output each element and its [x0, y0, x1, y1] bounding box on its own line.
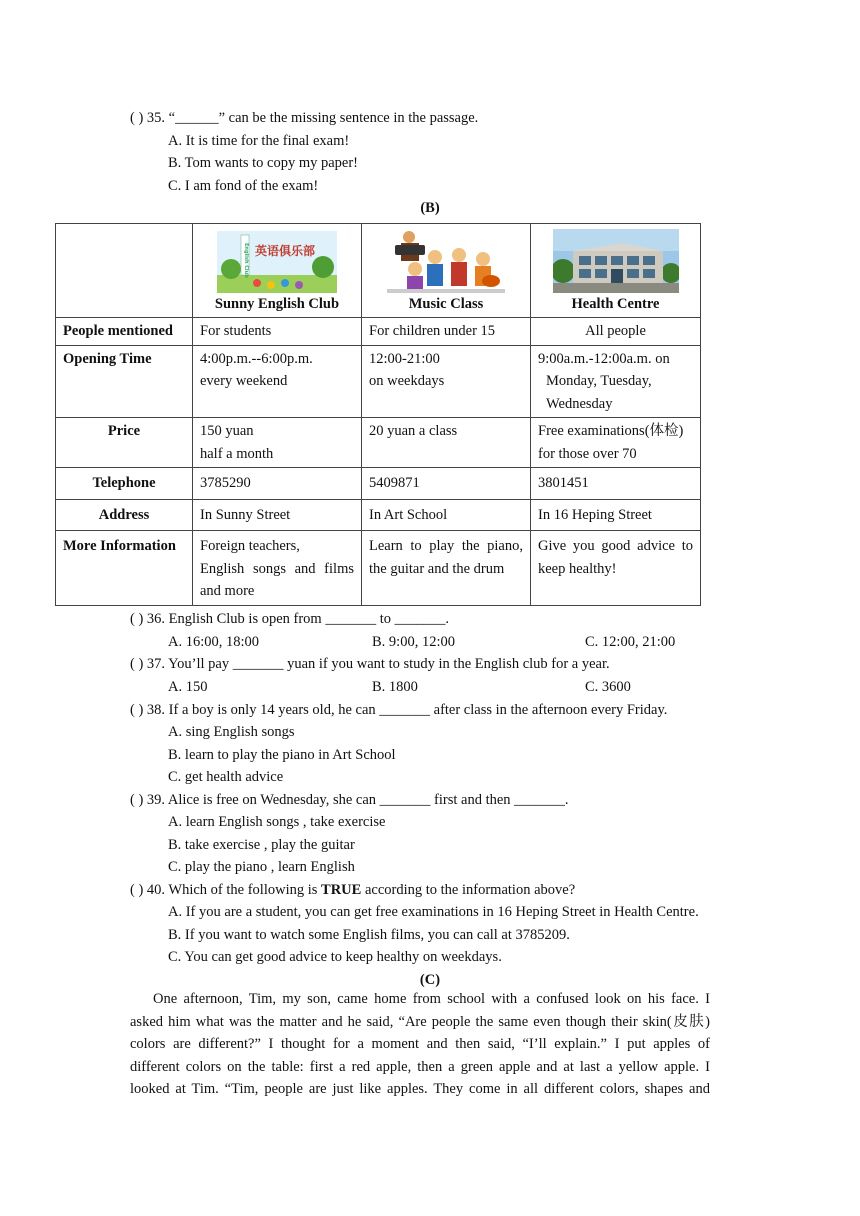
cell-line: 20 yuan a class	[369, 423, 458, 439]
table-header-row	[56, 224, 701, 318]
table-row-more-info	[56, 531, 701, 606]
question-37-option-c: C. 3600	[585, 679, 631, 695]
question-38-option-c: C. get health advice	[168, 769, 284, 785]
cell-line: English songs and films	[200, 560, 354, 577]
cell-address-club: In Sunny Street	[193, 499, 362, 531]
question-36-option-a: A. 16:00, 18:00	[168, 634, 260, 650]
passage-c	[130, 988, 710, 1101]
cell-line: Wednesday	[546, 395, 613, 412]
passage-line: colors are different?” I thought for a moment and then said, “I’ll explain.” I put apples of	[130, 1036, 710, 1052]
question-40-stem	[130, 880, 575, 900]
cell-telephone-music: 5409871	[362, 468, 531, 500]
info-table	[55, 223, 701, 606]
question-37-stem: ( ) 37. You’ll pay _______ yuan if you want to study in the English club for a year.	[130, 656, 610, 672]
cell-opening-music	[362, 345, 531, 418]
table-row-people	[56, 318, 701, 346]
header-label-club: Sunny English Club	[214, 295, 340, 312]
question-38-option-a: A. sing English songs	[168, 724, 295, 740]
question-38-option-b: B. learn to play the piano in Art School	[168, 747, 396, 763]
question-39-option-b: B. take exercise , play the guitar	[168, 837, 355, 853]
cell-line: keep healthy!	[538, 560, 617, 577]
cell-line: 12:00-21:00	[369, 350, 440, 367]
cell-line: the guitar and the drum	[369, 560, 505, 577]
table-corner-cell	[56, 224, 193, 318]
cell-line: 4:00p.m.--6:00p.m.	[200, 350, 313, 367]
cell-more-club	[193, 531, 362, 606]
question-40-emphasis: TRUE	[321, 882, 362, 898]
row-label-people: People mentioned	[56, 318, 193, 346]
question-40-option-a: A. If you are a student, you can get free examinations in 16 Heping Street in Health Centre.	[168, 904, 699, 920]
question-35-stem: ( ) 35. “______” can be the missing sentence in the passage.	[130, 110, 479, 126]
table-row-price	[56, 418, 701, 468]
question-35-option-b: B. Tom wants to copy my paper!	[168, 155, 359, 171]
cell-address-music: In Art School	[362, 499, 531, 531]
question-40-option-c: C. You can get good advice to keep healthy on weekdays.	[168, 949, 502, 965]
cell-more-music	[362, 531, 531, 606]
question-35-option-a: A. It is time for the final exam!	[168, 133, 350, 149]
table-row-opening-time	[56, 345, 701, 418]
question-40-option-b: B. If you want to watch some English films, you can call at 3785209.	[168, 927, 570, 943]
cell-line: every weekend	[200, 373, 288, 389]
passage-line: asked him what was the matter and he said, “Are people the same even though their skin(皮肤)	[130, 1013, 710, 1030]
club-sign-text: 英语俱乐部	[255, 243, 316, 258]
cell-line: half a month	[200, 445, 274, 462]
cell-people-music: For children under 15	[362, 318, 531, 346]
row-label-telephone: Telephone	[56, 468, 193, 500]
header-label-music: Music Class	[408, 295, 484, 312]
header-label-health: Health Centre	[571, 295, 660, 312]
cell-price-music	[362, 418, 531, 468]
question-39-option-a: A. learn English songs , take exercise	[168, 814, 386, 830]
cell-opening-health	[531, 345, 701, 418]
question-36-option-b: B. 9:00, 12:00	[372, 634, 455, 650]
row-label-address: Address	[56, 499, 193, 531]
header-music-class	[362, 224, 531, 318]
cell-line: Learn to play the piano,	[369, 538, 523, 554]
question-38-stem: ( ) 38. If a boy is only 14 years old, he can _______ after class in the afternoon every Friday.	[130, 702, 668, 718]
passage-line: looked at Tim. “Tim, people are just like apples. They come in all different colors, shapes and	[130, 1081, 710, 1097]
cell-more-health	[531, 531, 701, 606]
english-club-image	[217, 231, 337, 293]
club-sign-side-text: English Club	[243, 242, 249, 278]
header-health-centre	[531, 224, 701, 318]
question-40-stem-end: according to the information above?	[361, 882, 576, 898]
cell-line: and more	[200, 583, 255, 599]
table-row-telephone	[56, 468, 701, 500]
cell-line: for those over 70	[538, 445, 637, 462]
cell-telephone-club: 3785290	[193, 468, 362, 500]
question-40-stem-start: ( ) 40. Which of the following is	[130, 882, 322, 898]
cell-address-health: In 16 Heping Street	[531, 499, 701, 531]
row-label-opening-time: Opening Time	[56, 345, 193, 418]
table-row-address	[56, 499, 701, 531]
cell-line: 150 yuan	[200, 423, 254, 439]
row-label-more-info: More Information	[56, 531, 193, 606]
health-centre-image	[553, 229, 679, 293]
section-c-heading: (C)	[419, 972, 441, 988]
cell-people-club: For students	[193, 318, 362, 346]
question-39-option-c: C. play the piano , learn English	[168, 859, 355, 875]
cell-line: on weekdays	[369, 373, 445, 389]
cell-price-club	[193, 418, 362, 468]
cell-line: Give you good advice to	[538, 538, 693, 554]
cell-line: Free examinations(体检)	[538, 423, 684, 439]
section-b-heading: (B)	[420, 200, 440, 216]
passage-line: One afternoon, Tim, my son, came home from school with a confused look on his face. I	[153, 991, 710, 1007]
header-sunny-english-club	[193, 224, 362, 318]
cell-line: Foreign teachers,	[200, 538, 300, 554]
question-39-stem: ( ) 39. Alice is free on Wednesday, she can _______ first and then _______.	[130, 792, 569, 808]
music-class-image	[387, 229, 505, 293]
question-36-stem: ( ) 36. English Club is open from _______ to _______.	[130, 611, 449, 627]
question-36-option-c: C. 12:00, 21:00	[585, 634, 676, 650]
cell-telephone-health: 3801451	[531, 468, 701, 500]
cell-line: 9:00a.m.-12:00a.m. on	[538, 350, 670, 367]
question-37-option-b: B. 1800	[372, 679, 418, 695]
question-37-option-a: A. 150	[168, 679, 208, 695]
cell-people-health: All people	[531, 318, 701, 346]
cell-line: Monday, Tuesday,	[546, 373, 652, 389]
question-35-option-c: C. I am fond of the exam!	[168, 178, 319, 194]
cell-opening-club	[193, 345, 362, 418]
passage-line: different colors on the table: first a red apple, then a green apple and at last a yellow apple. I	[130, 1058, 710, 1075]
cell-price-health	[531, 418, 701, 468]
row-label-price: Price	[56, 418, 193, 468]
